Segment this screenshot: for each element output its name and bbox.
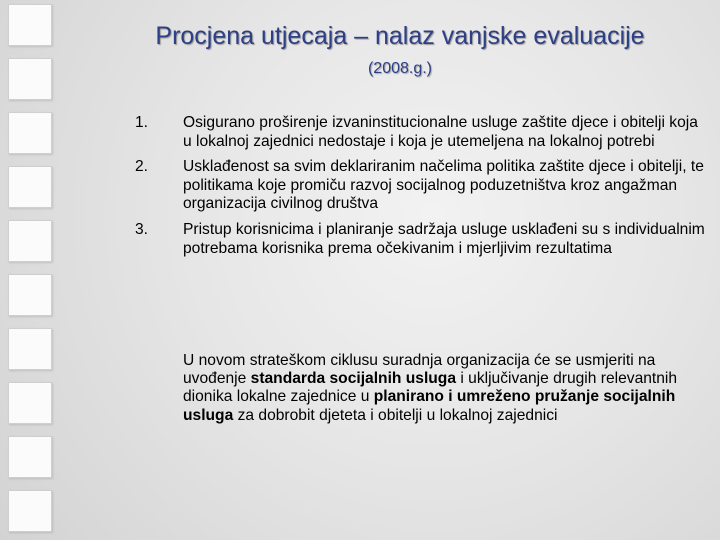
summary-emphasis: standarda socijalnih usluga [250, 370, 457, 388]
list-item-text: Pristup korisnicima i planiranje sadržaja usluge usklađeni su s individualnim potrebama korisnika prema očekivanim i mjerljivim rezultatima [183, 220, 705, 257]
slide-subtitle: (2008.g.) [367, 60, 433, 77]
film-frame [8, 382, 52, 424]
list-item-number: 2. [135, 158, 149, 176]
film-frame [8, 274, 52, 316]
list-item [135, 158, 705, 214]
summary-text: za dobrobit djeteta i obitelji u lokalnoj zajednici [233, 406, 558, 424]
summary-text: i uključivanje drugih relevantnih dionika lokalne zajednice u [183, 370, 678, 406]
film-frame [8, 166, 52, 208]
summary-paragraph [183, 352, 703, 425]
film-frame [8, 328, 52, 370]
list-item [135, 114, 705, 151]
list-item-text: Usklađenost sa svim deklariranim načelima politika zaštite djece i obitelji, te politikama koje promiču razvoj socijalnog poduzetništva kroz angažman organizacija civilnog društva [183, 158, 704, 213]
list-item [135, 221, 705, 258]
film-frame [8, 436, 52, 478]
film-frame [8, 220, 52, 262]
list-item-text: Osigurano proširenje izvaninstitucionalne usluge zaštite djece i obitelji koja u lokalnoj zajednici nedostaje i koja je utemeljena na lokalnoj potrebi [183, 114, 698, 150]
film-frame [8, 112, 52, 154]
summary-emphasis: planirano i umreženo pružanje socijalnih usluga [183, 388, 676, 424]
film-frame [8, 490, 52, 532]
list-item-number: 3. [135, 220, 149, 238]
findings-list [135, 114, 705, 265]
decorative-film-strip [8, 0, 52, 540]
slide-title: Procjena utjecaja – nalaz vanjske evaluacije [155, 22, 645, 50]
list-item-number: 1. [135, 114, 149, 131]
summary-text: U novom strateškom ciklusu suradnja organizacija će se usmjeriti na uvođenje [183, 352, 656, 388]
